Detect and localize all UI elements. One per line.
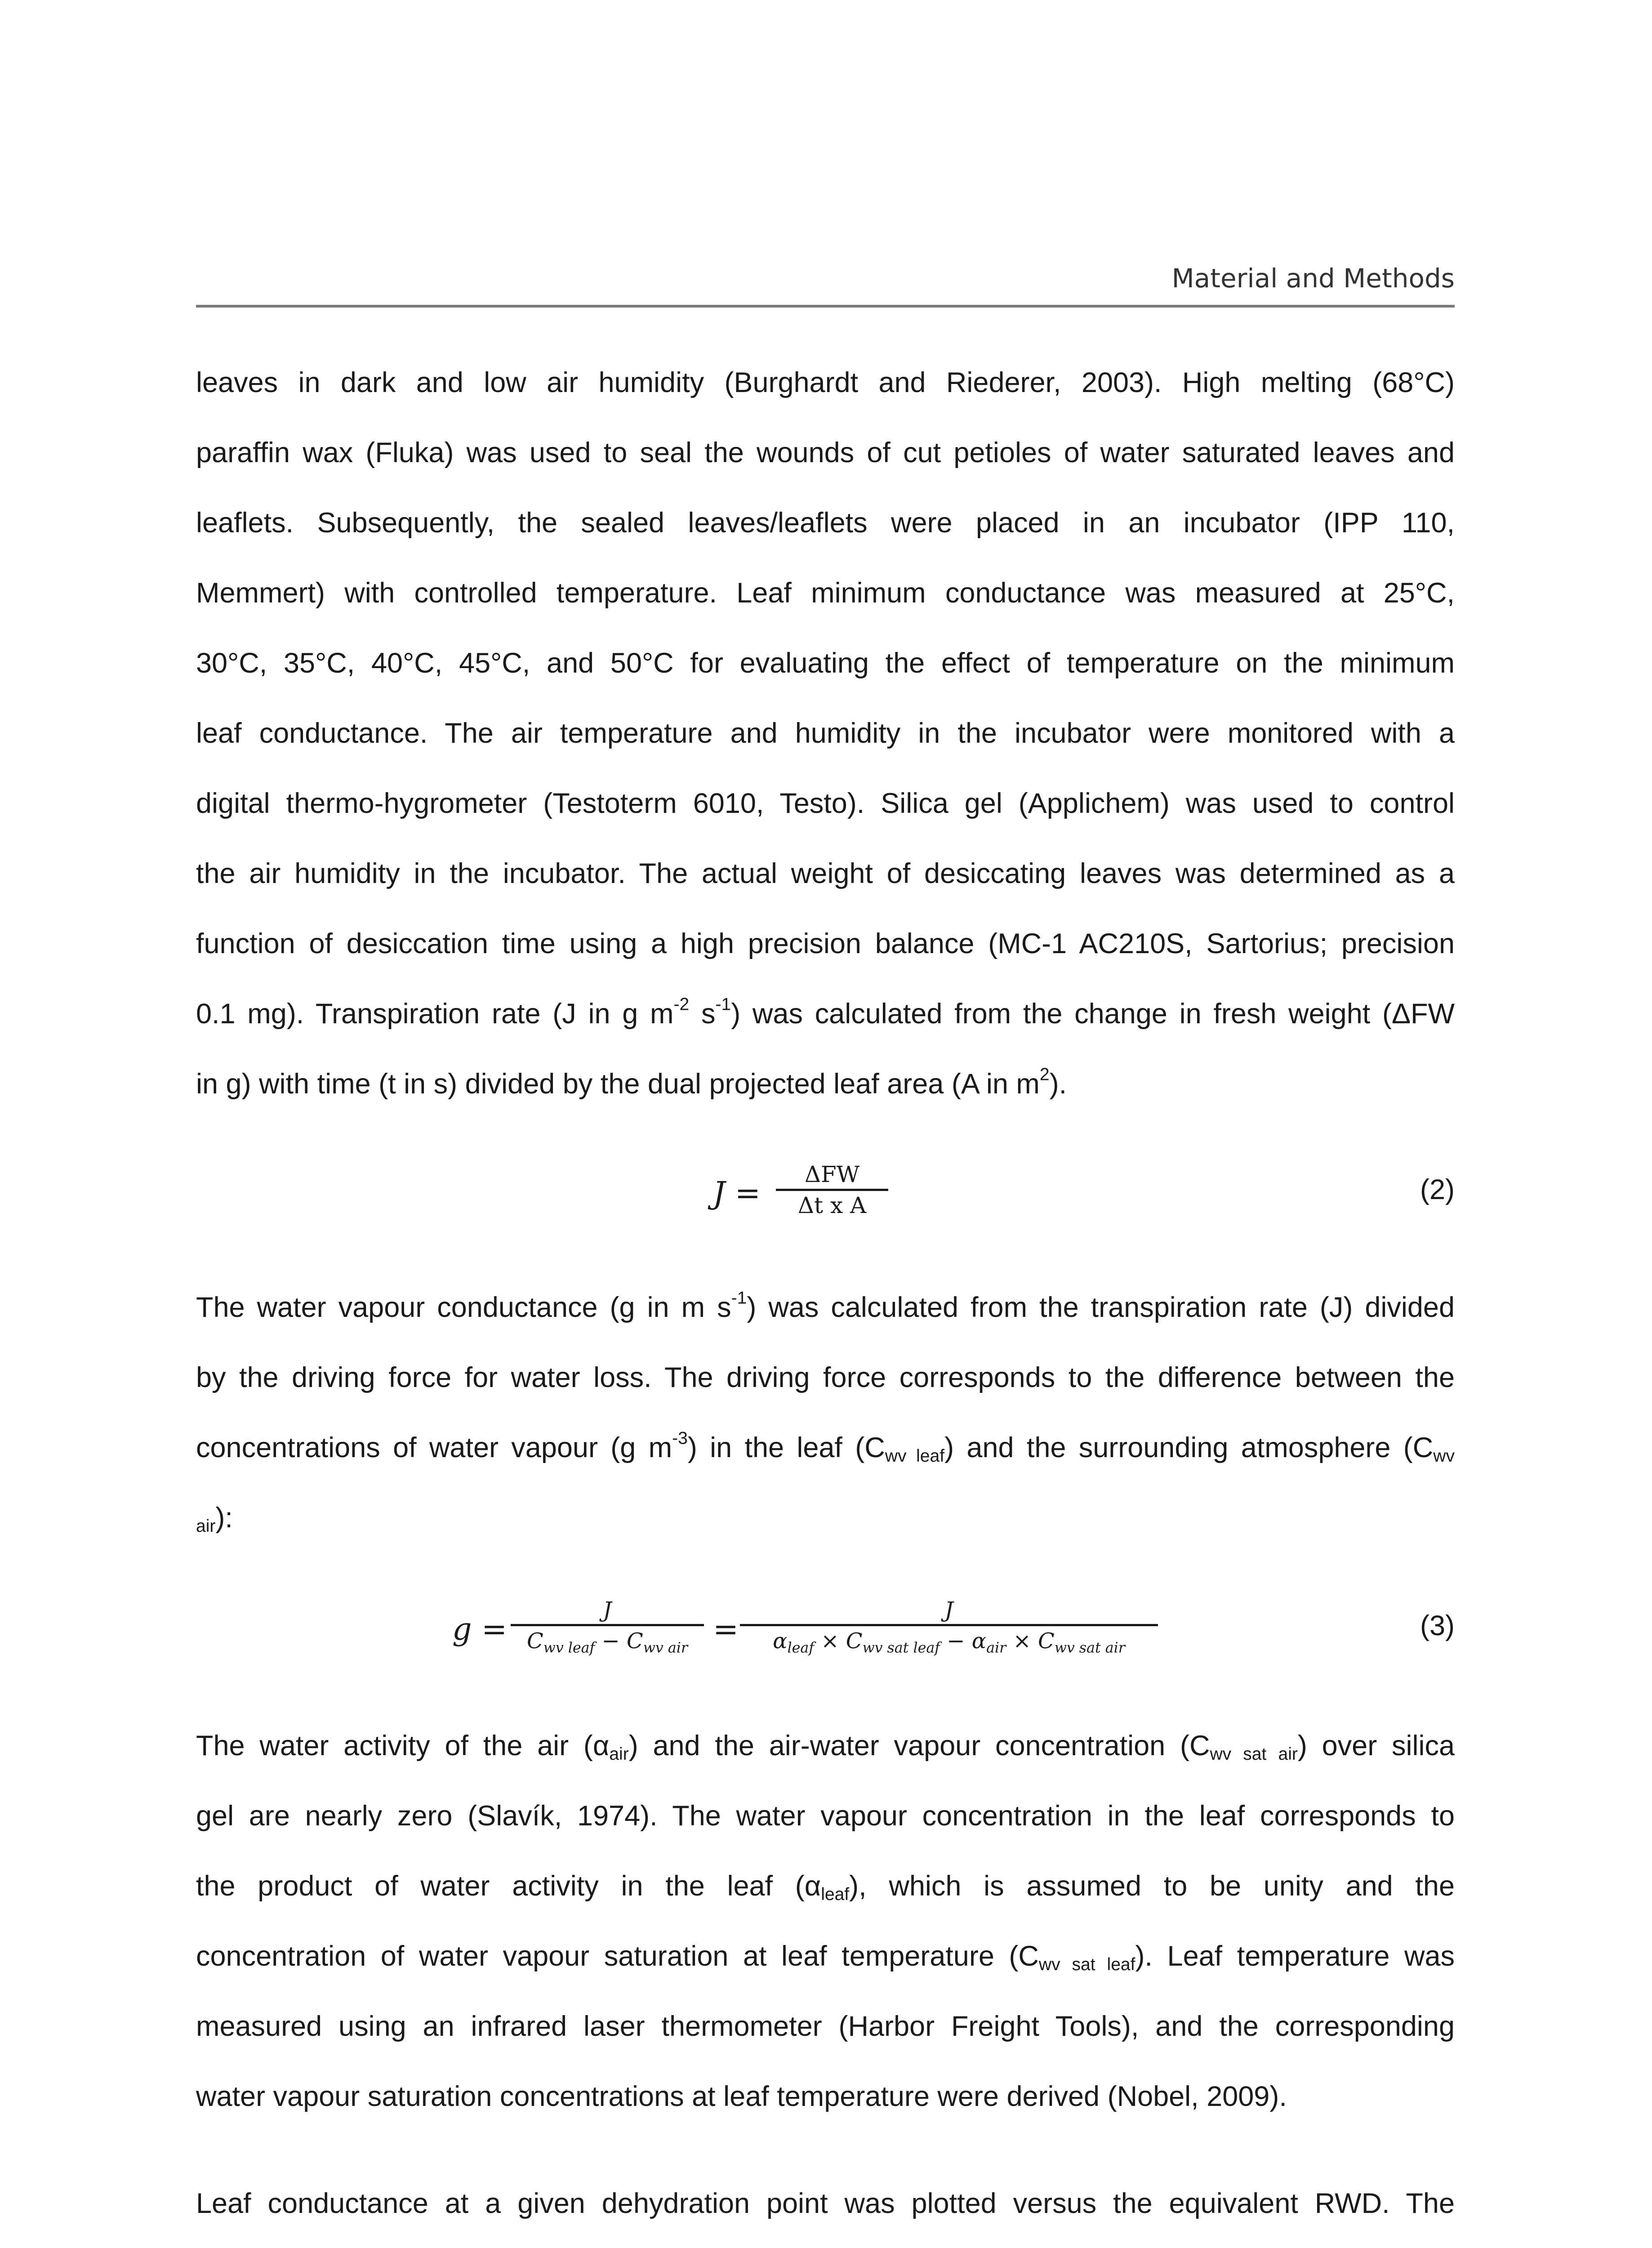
equation-lhs: J =	[713, 1176, 761, 1211]
text-line: water vapour saturation concentrations at leaf temperature were derived (Nobel, 2009).	[196, 2081, 1287, 2112]
paragraph-4	[196, 2168, 1455, 2248]
fraction	[776, 1160, 888, 1220]
text-line	[196, 2239, 1455, 2248]
paragraph-3	[196, 1711, 1455, 2132]
denominator: Δt x A	[797, 1192, 867, 1218]
text-line: gel are nearly zero (Slavík, 1974). The water vapour concentration in the leaf corresponds to	[196, 1800, 1455, 1832]
equation-number: (3)	[1420, 1610, 1455, 1641]
numerator: J	[944, 1597, 953, 1623]
text-line: $_{air}$):	[196, 1502, 233, 1536]
equation-2	[196, 1158, 1455, 1239]
text-line: by the driving force for water loss. The driving force corresponds to the difference between the	[196, 1362, 1455, 1393]
text-line: in g) with time (t in s) divided by the dual projected leaf area (A in $m^2$).	[196, 1065, 1067, 1100]
text-line: paraffin wax (Fluka) was used to seal the wounds of cut petioles of water saturated leaves and	[196, 437, 1455, 468]
text-line: Memmert) with controlled temperature. Leaf minimum conductance was measured at 25°C,	[196, 577, 1455, 609]
denominator: αleaf × Cwv sat leaf − αair × Cwv sat air	[773, 1628, 1125, 1656]
text-line: measured using an infrared laser thermometer (Harbor Freight Tools), and the corresponding	[196, 2011, 1455, 2042]
text-line: the product of water activity in the leaf $(\alpha_{leaf})$, which is assumed to be unity and the	[196, 1870, 1455, 1904]
text-line: digital thermo-hygrometer (Testoterm 6010, Testo). Silica gel (Applichem) was used to control	[196, 788, 1455, 819]
text-line: concentrations of water vapour (g $m^{-3}$) in the leaf $(C_{wv leaf})$ and the surrounding atmosphere ($C_{wv}$	[196, 1428, 1455, 1466]
fraction-1	[511, 1596, 704, 1656]
paragraph-1	[196, 348, 1455, 1119]
text-line: leaf conductance. The air temperature and humidity in the incubator were monitored with a	[196, 718, 1455, 749]
numerator: ΔFW	[804, 1161, 860, 1187]
text-line: Leaf conductance at a given dehydration point was plotted versus the equivalent RWD. The	[196, 2188, 1455, 2219]
numerator: J	[603, 1597, 612, 1623]
text-line: 30°C, 35°C, 40°C, 45°C, and 50°C for evaluating the effect of temperature on the minimum	[196, 647, 1455, 679]
text-line: function of desiccation time using a high precision balance (MC-1 AC210S, Sartorius; precision	[196, 928, 1455, 959]
denominator: Cwv leaf − Cwv air	[527, 1628, 688, 1656]
text-line: The water vapour conductance (g in m $s^{-1}$) was calculated from the transpiration rate (J) divided	[196, 1288, 1455, 1323]
running-header: Material and Methods	[1171, 263, 1455, 294]
text-line: concentration of water vapour saturation at leaf temperature $(C_{wv sat leaf})$. Leaf temperature was	[196, 1940, 1455, 1974]
text-line: The water activity of the air $(\alpha_{air})$ and the air-water vapour concentration $(C_{wv sat air})$ over silica	[196, 1730, 1455, 1764]
text-line: the air humidity in the incubator. The actual weight of desiccating leaves was determined as a	[196, 858, 1455, 889]
equation-lhs: g =	[452, 1612, 508, 1647]
equals-sign: =	[713, 1612, 739, 1647]
paragraph-2	[196, 1272, 1455, 1553]
text-line: leaflets. Subsequently, the sealed leaves/leaflets were placed in an incubator (IPP 110,	[196, 507, 1455, 539]
text-line: 0.1 mg). Transpiration rate (J in g $m^{-2}$ $s^{-1}$) was calculated from the change in fresh weight (ΔFW	[196, 995, 1455, 1030]
text-line: leaves in dark and low air humidity (Burghardt and Riederer, 2003). High melting (68°C)	[196, 367, 1455, 398]
equation-3	[196, 1587, 1455, 1677]
header-rule	[196, 305, 1455, 308]
equation-number: (2)	[1420, 1174, 1455, 1205]
fraction-2	[740, 1596, 1158, 1656]
